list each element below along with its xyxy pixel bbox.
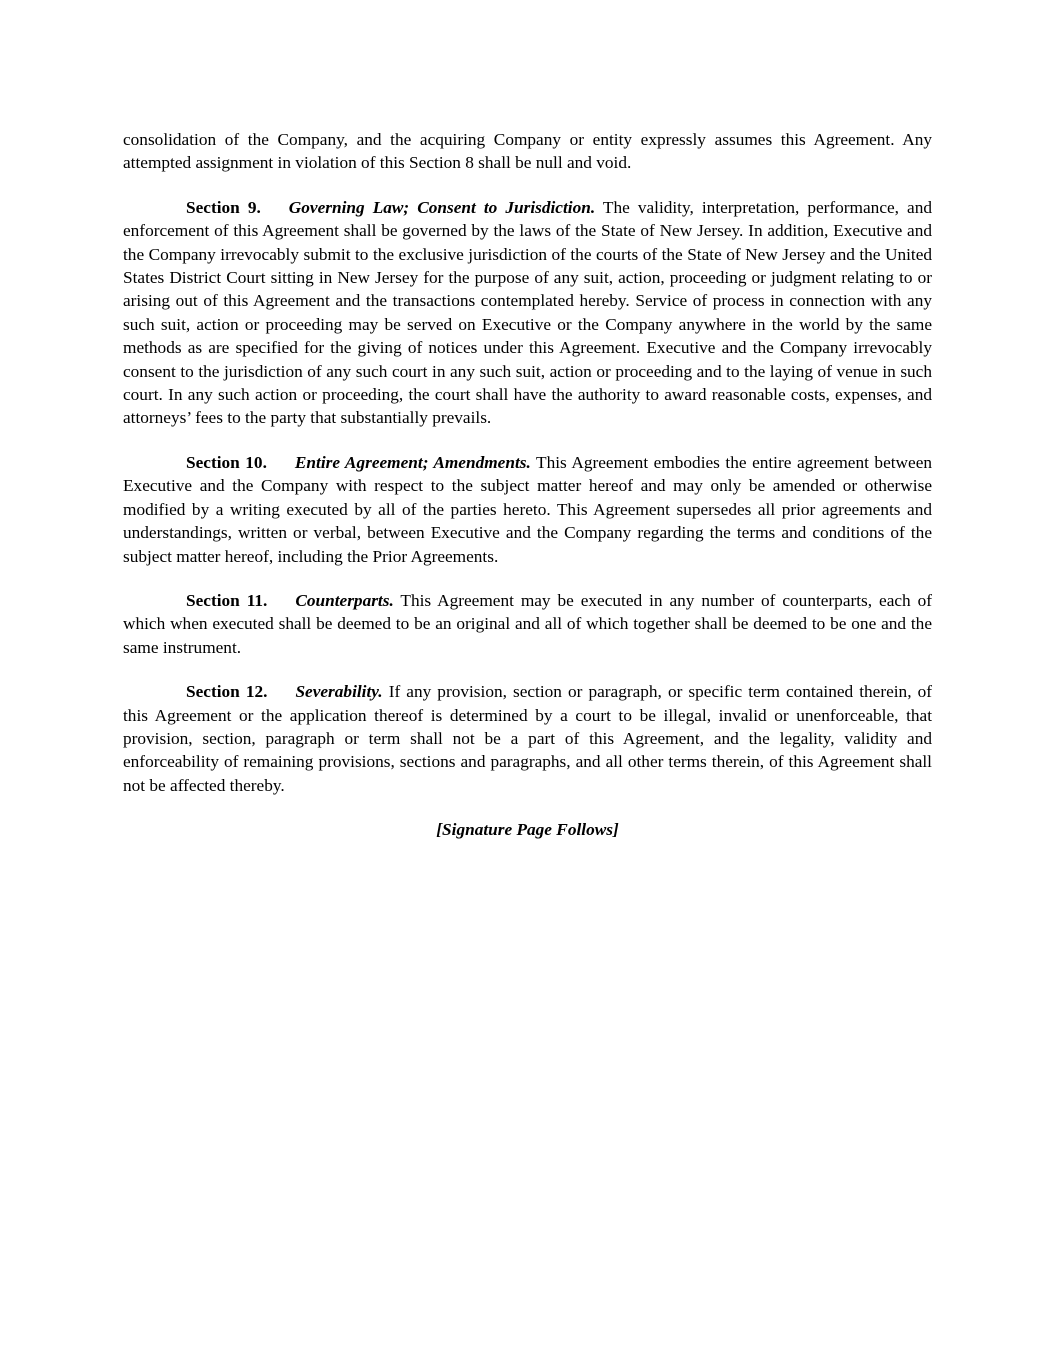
section-10-label: Section 10. xyxy=(186,452,267,472)
section-11-label: Section 11. xyxy=(186,590,268,610)
section-9-body: The validity, interpretation, performance, and enforcement of this Agreement shall be governed by the laws of the State of New Jersey. In addition, Executive and the Company irrevocably submit to the exclusive jurisdiction of the courts of the State of New Jersey and the United States District Court sitting in New Jersey for the purpose of any suit, action, proceeding or judgment relating to or arising out of this Agreement and the transactions contemplated hereby. Service of process in connection with any such suit, action or proceeding may be served on Executive or the Company anywhere in the world by the same methods as are specified for the giving of notices under this Agreement. Executive and the Company irrevocably consent to the jurisdiction of any such court in any such suit, action or proceeding and to the laying of venue in such court. In any such action or proceeding, the court shall have the authority to award reasonable costs, expenses, and attorneys’ fees to the party that substantially prevails. xyxy=(123,197,932,428)
section-11-body: This Agreement may be executed in any number of counterparts, each of which when executed shall be deemed to be an original and all of which together shall be deemed to be one and the same instrument. xyxy=(123,590,932,657)
signature-page-note: [Signature Page Follows] xyxy=(436,820,619,840)
continuation-paragraph: consolidation of the Company, and the acquiring Company or entity expressly assumes this Agreement. Any attempted assignment in violation of this Section 8 shall be null and void. xyxy=(123,130,932,173)
section-12-title: Severability. xyxy=(295,682,383,702)
section-9-label: Section 9. xyxy=(186,197,261,217)
section-10-title: Entire Agreement; Amendments. xyxy=(294,452,531,472)
section-12-label: Section 12. xyxy=(186,682,268,702)
section-9-title: Governing Law; Consent to Jurisdiction. xyxy=(288,197,596,217)
section-10-paragraph xyxy=(123,451,932,568)
section-9-paragraph xyxy=(123,196,932,430)
section-12-body: If any provision, section or paragraph, or specific term contained therein, of this Agreement or the application thereof is determined by a court to be illegal, invalid or unenforceable, that provision, section, paragraph or term shall not be a part of this Agreement, and the legality, validity and enforceability of remaining provisions, sections and paragraphs, and all other terms therein, of this Agreement shall not be affected thereby. xyxy=(123,682,932,795)
section-12-paragraph xyxy=(123,680,932,797)
section-10-body: This Agreement embodies the entire agreement between Executive and the Company with respect to the subject matter hereof and may only be amended or otherwise modified by a writing executed by all of the parties hereto. This Agreement supersedes all prior agreements and understandings, written or verbal, between Executive and the Company regarding the terms and conditions of the subject matter hereof, including the Prior Agreements. xyxy=(123,452,933,566)
section-11-title: Counterparts. xyxy=(295,590,394,610)
section-11-paragraph xyxy=(123,589,932,659)
